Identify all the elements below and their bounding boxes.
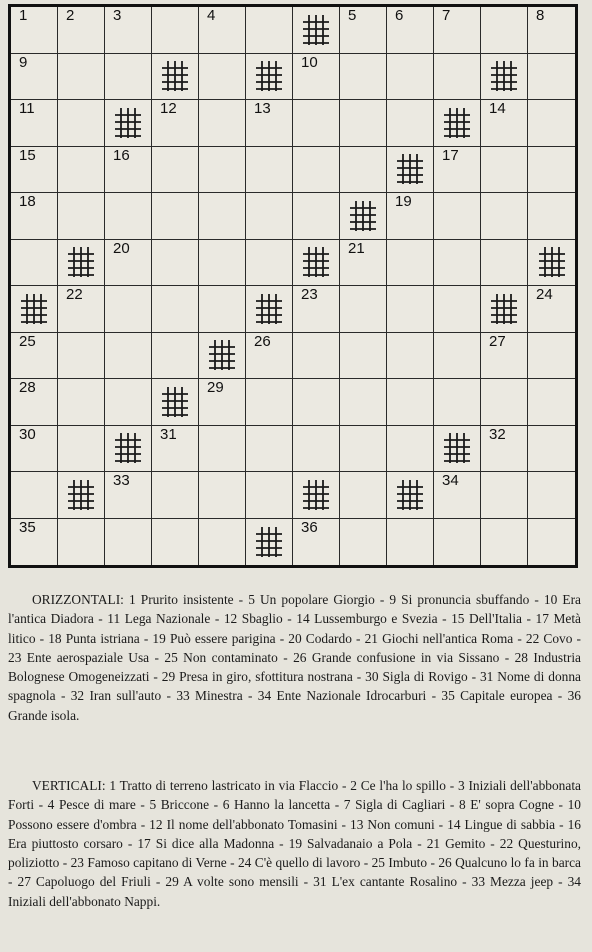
grid-cell[interactable]	[105, 7, 152, 54]
grid-cell[interactable]	[387, 54, 434, 101]
grid-cell[interactable]	[340, 286, 387, 333]
hatch-icon	[440, 431, 474, 465]
black-cell	[11, 286, 58, 333]
black-cell	[58, 240, 105, 287]
grid-cell[interactable]	[152, 472, 199, 519]
grid-cell[interactable]	[246, 472, 293, 519]
black-cell	[293, 472, 340, 519]
clue-number: 31	[160, 425, 177, 443]
grid-cell[interactable]	[58, 379, 105, 426]
hatch-icon	[205, 338, 239, 372]
black-cell	[387, 147, 434, 194]
hatch-icon	[252, 525, 286, 559]
grid-cell[interactable]	[528, 426, 575, 473]
hatch-icon	[64, 478, 98, 512]
grid-cell[interactable]	[481, 426, 528, 473]
grid-cell[interactable]	[199, 379, 246, 426]
grid-cell[interactable]	[528, 193, 575, 240]
grid-cell[interactable]	[11, 240, 58, 287]
grid-cell[interactable]	[246, 379, 293, 426]
grid-cell[interactable]	[387, 286, 434, 333]
clue-number: 12	[160, 100, 177, 117]
grid-cell[interactable]	[434, 240, 481, 287]
grid-cell[interactable]	[199, 519, 246, 566]
grid-cell[interactable]	[58, 54, 105, 101]
grid-cell[interactable]	[340, 519, 387, 566]
clue-number: 17	[442, 146, 459, 164]
grid-cell[interactable]	[105, 54, 152, 101]
grid-cell[interactable]	[246, 193, 293, 240]
grid-cell[interactable]	[105, 379, 152, 426]
grid-cell[interactable]	[528, 333, 575, 380]
grid-cell[interactable]	[340, 379, 387, 426]
grid-cell[interactable]	[58, 426, 105, 473]
grid-cell[interactable]	[105, 472, 152, 519]
grid-cell[interactable]	[387, 333, 434, 380]
grid-cell[interactable]	[199, 147, 246, 194]
grid-cell[interactable]	[387, 7, 434, 54]
grid-cell[interactable]	[293, 54, 340, 101]
clue-number: 5	[348, 7, 357, 24]
grid-cell[interactable]	[199, 472, 246, 519]
grid-cell[interactable]	[58, 519, 105, 566]
clue-number: 34	[442, 472, 459, 489]
grid-cell[interactable]	[293, 100, 340, 147]
black-cell	[340, 193, 387, 240]
hatch-icon	[299, 478, 333, 512]
clue-number: 36	[301, 518, 318, 536]
clue-number: 26	[254, 332, 271, 350]
down-clues	[8, 776, 581, 911]
grid-cell[interactable]	[246, 426, 293, 473]
clue-number: 22	[66, 286, 83, 303]
grid-cell[interactable]	[246, 100, 293, 147]
clue-number: 29	[207, 379, 224, 396]
grid-cell[interactable]	[11, 54, 58, 101]
black-cell	[152, 54, 199, 101]
grid-cell[interactable]	[11, 333, 58, 380]
black-cell	[58, 472, 105, 519]
clue-number: 14	[489, 100, 506, 117]
grid-cell[interactable]	[58, 333, 105, 380]
clue-number: 13	[254, 100, 271, 117]
grid-cell[interactable]	[528, 100, 575, 147]
hatch-icon	[158, 59, 192, 93]
grid-cell[interactable]	[11, 519, 58, 566]
grid-cell[interactable]	[199, 240, 246, 287]
across-clue-text: 1 Prurito insistente - 5 Un popolare Giorgio - 9 Si pronuncia sbuffando - 10 Era l'antica Diadora - 11 Lega Nazionale - 12 Sbaglio - 14 Lussemburgo e Svezia - 15 Dell'Italia - 17 Metà litico - 18 Punta istriana - 19 Può essere parigina - 20 Codardo - 21 Giochi nell'antica Roma - 22 Covo - 23 Ente aerospaziale Usa - 25 Non contaminato - 26 Grande confusione in via Sissano - 28 Industria Bolognese Omogeneizzati - 29 Presa in giro, sfottitura nostrana - 30 Sigla di Rovigo - 31 Nome di donna spagnola - 32 Iran sull'auto - 33 Minestra - 34 Ente Nazionale Idrocarburi - 35 Capitale europea - 36 Grande isola.	[8, 592, 581, 723]
grid-cell[interactable]	[434, 54, 481, 101]
grid-cell[interactable]	[58, 7, 105, 54]
grid-cell[interactable]	[387, 426, 434, 473]
hatch-icon	[393, 478, 427, 512]
grid-cell[interactable]	[387, 193, 434, 240]
grid-cell[interactable]	[105, 286, 152, 333]
grid-cell[interactable]	[293, 426, 340, 473]
grid-cell[interactable]	[58, 147, 105, 194]
grid-cell[interactable]	[58, 193, 105, 240]
grid-cell[interactable]	[387, 379, 434, 426]
grid-cell[interactable]	[152, 7, 199, 54]
grid-cell[interactable]	[11, 147, 58, 194]
grid-cell[interactable]	[293, 379, 340, 426]
hatch-icon	[111, 106, 145, 140]
grid-cell[interactable]	[199, 426, 246, 473]
grid-cell[interactable]	[199, 54, 246, 101]
grid-cell[interactable]	[199, 7, 246, 54]
grid-cell[interactable]	[340, 240, 387, 287]
grid-cell[interactable]	[105, 193, 152, 240]
grid-cell[interactable]	[434, 7, 481, 54]
clue-number: 9	[19, 53, 28, 71]
grid-cell[interactable]	[434, 193, 481, 240]
grid-cell[interactable]	[246, 147, 293, 194]
black-cell	[152, 379, 199, 426]
grid-cell[interactable]	[387, 519, 434, 566]
grid-cell[interactable]	[11, 193, 58, 240]
grid-cell[interactable]	[11, 426, 58, 473]
grid-cell[interactable]	[340, 426, 387, 473]
black-cell	[481, 286, 528, 333]
black-cell	[293, 240, 340, 287]
grid-cell[interactable]	[293, 333, 340, 380]
clue-number: 16	[113, 146, 130, 164]
black-cell	[434, 100, 481, 147]
grid-cell[interactable]	[152, 286, 199, 333]
black-cell	[293, 7, 340, 54]
across-heading: ORIZZONTALI:	[32, 592, 124, 607]
grid-cell[interactable]	[340, 472, 387, 519]
black-cell	[434, 426, 481, 473]
grid-cell[interactable]	[528, 7, 575, 54]
hatch-icon	[64, 245, 98, 279]
grid-cell[interactable]	[105, 333, 152, 380]
grid-cell[interactable]	[528, 286, 575, 333]
grid-cell[interactable]	[105, 147, 152, 194]
grid-cell[interactable]	[528, 147, 575, 194]
clue-number: 24	[536, 286, 553, 303]
grid-cell[interactable]	[340, 7, 387, 54]
hatch-icon	[440, 106, 474, 140]
hatch-icon	[17, 292, 51, 326]
grid-cell[interactable]	[434, 519, 481, 566]
grid-cell[interactable]	[293, 286, 340, 333]
clue-number: 15	[19, 146, 36, 164]
grid-cell[interactable]	[340, 54, 387, 101]
across-clues	[8, 590, 581, 725]
clue-number: 4	[207, 7, 216, 24]
clue-number: 2	[66, 7, 75, 24]
clue-number: 10	[301, 53, 318, 71]
black-cell	[105, 100, 152, 147]
grid-cell[interactable]	[246, 333, 293, 380]
hatch-icon	[158, 385, 192, 419]
grid-cell[interactable]	[152, 426, 199, 473]
clue-number: 27	[489, 332, 506, 350]
clue-number: 23	[301, 286, 318, 303]
clue-number: 28	[19, 379, 36, 396]
crossword-grid	[8, 4, 578, 568]
grid-cell[interactable]	[528, 379, 575, 426]
grid-cell[interactable]	[152, 333, 199, 380]
grid-cell[interactable]	[199, 193, 246, 240]
grid-cell[interactable]	[434, 147, 481, 194]
grid-cell[interactable]	[528, 54, 575, 101]
black-cell	[246, 519, 293, 566]
grid-cell[interactable]	[481, 7, 528, 54]
hatch-icon	[535, 245, 569, 279]
black-cell	[246, 54, 293, 101]
hatch-icon	[393, 152, 427, 186]
grid-cell[interactable]	[105, 519, 152, 566]
grid-cell[interactable]	[340, 147, 387, 194]
clue-number: 32	[489, 425, 506, 443]
clue-number: 18	[19, 193, 36, 210]
clue-number: 20	[113, 239, 130, 257]
grid-cell[interactable]	[528, 519, 575, 566]
hatch-icon	[487, 59, 521, 93]
clue-number: 11	[19, 100, 35, 117]
grid-cell[interactable]	[293, 519, 340, 566]
grid-cell[interactable]	[481, 100, 528, 147]
grid-cell[interactable]	[11, 472, 58, 519]
clue-number: 25	[19, 332, 36, 350]
grid-cell[interactable]	[152, 100, 199, 147]
grid-cell[interactable]	[152, 519, 199, 566]
grid-cell[interactable]	[481, 379, 528, 426]
hatch-icon	[252, 292, 286, 326]
clue-number: 6	[395, 7, 404, 24]
hatch-icon	[299, 245, 333, 279]
grid-cell[interactable]	[105, 240, 152, 287]
grid-cells	[11, 7, 575, 565]
clue-number: 21	[348, 239, 365, 257]
clue-number: 8	[536, 7, 545, 24]
grid-cell[interactable]	[434, 379, 481, 426]
grid-cell[interactable]	[481, 147, 528, 194]
grid-cell[interactable]	[387, 240, 434, 287]
hatch-icon	[487, 292, 521, 326]
clue-number: 33	[113, 472, 130, 489]
clue-number: 3	[113, 7, 122, 24]
grid-cell[interactable]	[152, 147, 199, 194]
grid-cell[interactable]	[481, 193, 528, 240]
grid-cell[interactable]	[58, 100, 105, 147]
grid-cell[interactable]	[152, 240, 199, 287]
grid-cell[interactable]	[481, 240, 528, 287]
grid-cell[interactable]	[58, 286, 105, 333]
grid-cell[interactable]	[528, 472, 575, 519]
clue-number: 30	[19, 425, 36, 443]
grid-cell[interactable]	[152, 193, 199, 240]
grid-cell[interactable]	[293, 147, 340, 194]
grid-cell[interactable]	[11, 379, 58, 426]
grid-cell[interactable]	[246, 240, 293, 287]
grid-cell[interactable]	[199, 286, 246, 333]
grid-cell[interactable]	[434, 472, 481, 519]
black-cell	[528, 240, 575, 287]
grid-cell[interactable]	[246, 7, 293, 54]
hatch-icon	[299, 13, 333, 47]
clue-number: 35	[19, 518, 36, 536]
black-cell	[105, 426, 152, 473]
grid-cell[interactable]	[293, 193, 340, 240]
black-cell	[246, 286, 293, 333]
black-cell	[199, 333, 246, 380]
grid-cell[interactable]	[387, 100, 434, 147]
grid-cell[interactable]	[199, 100, 246, 147]
clue-number: 7	[442, 7, 451, 24]
grid-cell[interactable]	[340, 333, 387, 380]
clue-number: 19	[395, 193, 412, 210]
hatch-icon	[111, 431, 145, 465]
hatch-icon	[252, 59, 286, 93]
black-cell	[481, 54, 528, 101]
down-clue-text: 1 Tratto di terreno lastricato in via Flaccio - 2 Ce l'ha lo spillo - 3 Iniziali dell'abbonata Forti - 4 Pesce di mare - 5 Briccone - 6 Hanno la lancetta - 7 Sigla di Cagliari - 8 E' sopra Cogne - 10 Possono essere d'ombra - 12 Il nome dell'abbonato Tomasini - 13 Non comuni - 14 Lingue di sabbia - 16 Era piuttosto corsaro - 17 Si dice alla Madonna - 19 Salvadanaio a Pola - 21 Gemito - 22 Questurino, poliziotto - 23 Famoso capitano di Verne - 24 C'è quello di lavoro - 25 Imbuto - 26 Qualcuno lo fa in barca - 27 Capoluogo del Friuli - 29 A volte sono mensili - 31 L'ex cantante Rosalino - 33 Mezza jeep - 34 Iniziali dell'abbonato Nappi.	[8, 778, 581, 909]
hatch-icon	[346, 199, 380, 233]
grid-cell[interactable]	[11, 7, 58, 54]
down-heading: VERTICALI:	[32, 778, 106, 793]
grid-cell[interactable]	[11, 100, 58, 147]
grid-cell[interactable]	[434, 333, 481, 380]
grid-cell[interactable]	[481, 472, 528, 519]
grid-cell[interactable]	[481, 333, 528, 380]
clue-number: 1	[19, 7, 28, 24]
grid-cell[interactable]	[481, 519, 528, 566]
grid-cell[interactable]	[340, 100, 387, 147]
black-cell	[387, 472, 434, 519]
grid-cell[interactable]	[434, 286, 481, 333]
